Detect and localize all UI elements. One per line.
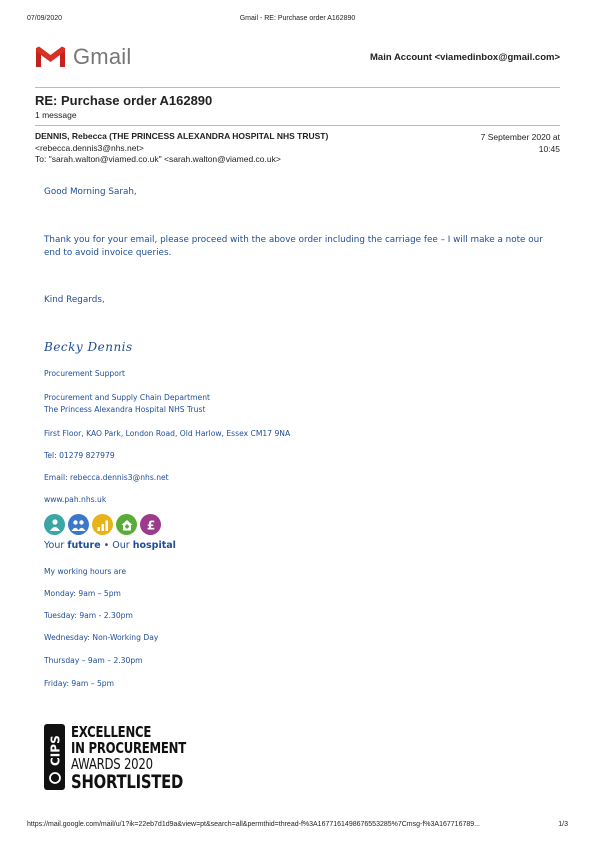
message-date-day: 7 September 2020 at xyxy=(480,132,560,142)
cips-line2: IN PROCUREMENT xyxy=(71,739,186,757)
gmail-wordmark: Gmail xyxy=(73,44,132,69)
recipient-line: To: "sarah.walton@viamed.co.uk" <sarah.walton@viamed.co.uk> xyxy=(35,154,281,164)
signature-tel: Tel: 01279 827979 xyxy=(44,451,115,460)
signature-role: Procurement Support xyxy=(44,369,125,378)
cips-seal-text: CIPS xyxy=(48,735,62,766)
signature-website-link[interactable]: www.pah.nhs.uk xyxy=(44,495,107,504)
patient-icon xyxy=(44,514,65,535)
gmail-logo[interactable] xyxy=(34,44,131,70)
sender-name: DENNIS, Rebecca (THE PRINCESS ALEXANDRA HOSPITAL NHS TRUST) xyxy=(35,131,329,141)
signature-department: Procurement and Supply Chain Department xyxy=(44,393,210,402)
cips-line4: SHORTLISTED xyxy=(71,771,184,793)
tagline-hospital: hospital xyxy=(132,540,176,551)
performance-icon xyxy=(92,514,113,535)
places-icon xyxy=(116,514,137,535)
message-paragraph: Thank you for your email, please proceed with the above order including the carriage fee – I will make a note our end to avoid invoice queries. xyxy=(44,235,543,258)
hours-friday: Friday: 9am – 5pm xyxy=(44,679,114,688)
sender-email: <rebecca.dennis3@nhs.net> xyxy=(35,143,144,153)
tagline-your: Your xyxy=(44,540,68,551)
cips-line3: AWARDS 2020 xyxy=(71,755,153,773)
tagline-future: future xyxy=(67,540,101,551)
people-icon xyxy=(68,514,89,535)
signature-email-line xyxy=(44,472,169,484)
hours-thursday: Thursday – 9am – 2.30pm xyxy=(44,656,143,665)
message-count: 1 message xyxy=(35,110,77,120)
signature-address: First Floor, KAO Park, London Road, Old Harlow, Essex CM17 9NA xyxy=(44,429,291,438)
cips-seal-icon xyxy=(44,724,65,790)
hours-heading: My working hours are xyxy=(44,567,127,576)
values-icons xyxy=(44,514,161,535)
signature-name: Becky Dennis xyxy=(44,340,133,354)
hospital-tagline xyxy=(44,540,176,551)
tagline-separator: • Our xyxy=(100,540,133,551)
signature-email-link[interactable]: rebecca.dennis3@nhs.net xyxy=(70,473,169,482)
divider xyxy=(35,87,560,88)
cips-award-badge xyxy=(44,724,218,792)
message-date-time: 10:45 xyxy=(538,144,560,154)
print-date: 07/09/2020 xyxy=(27,15,63,22)
page-number: 1/3 xyxy=(558,821,568,828)
cips-text xyxy=(71,724,218,792)
divider xyxy=(35,125,560,126)
message-date xyxy=(450,131,560,155)
pounds-icon xyxy=(140,514,161,535)
signature-trust: The Princess Alexandra Hospital NHS Trust xyxy=(44,405,206,414)
cips-line1: EXCELLENCE xyxy=(71,723,152,741)
signature-website-line xyxy=(44,494,106,506)
svg-text:£: £ xyxy=(146,518,155,532)
hours-monday: Monday: 9am – 5pm xyxy=(44,589,121,598)
greeting: Good Morning Sarah, xyxy=(44,187,137,197)
hours-wednesday: Wednesday: Non-Working Day xyxy=(44,633,159,642)
gmail-m-icon xyxy=(34,45,67,69)
account-label: Main Account <viamedinbox@gmail.com> xyxy=(370,52,560,63)
signature-email-label: Email: xyxy=(44,473,71,482)
sign-off: Kind Regards, xyxy=(44,295,105,305)
thread-subject: RE: Purchase order A162890 xyxy=(35,93,213,108)
print-title: Gmail - RE: Purchase order A162890 xyxy=(239,15,356,22)
print-url[interactable]: https://mail.google.com/mail/u/1?ik=22eb7d1d9a&view=pt&search=all&permthid=thread-f%3A1677161498676553285%7Cmsg-f%3A16771678​9... xyxy=(27,821,480,828)
hours-tuesday: Tuesday: 9am - 2.30pm xyxy=(44,611,133,620)
